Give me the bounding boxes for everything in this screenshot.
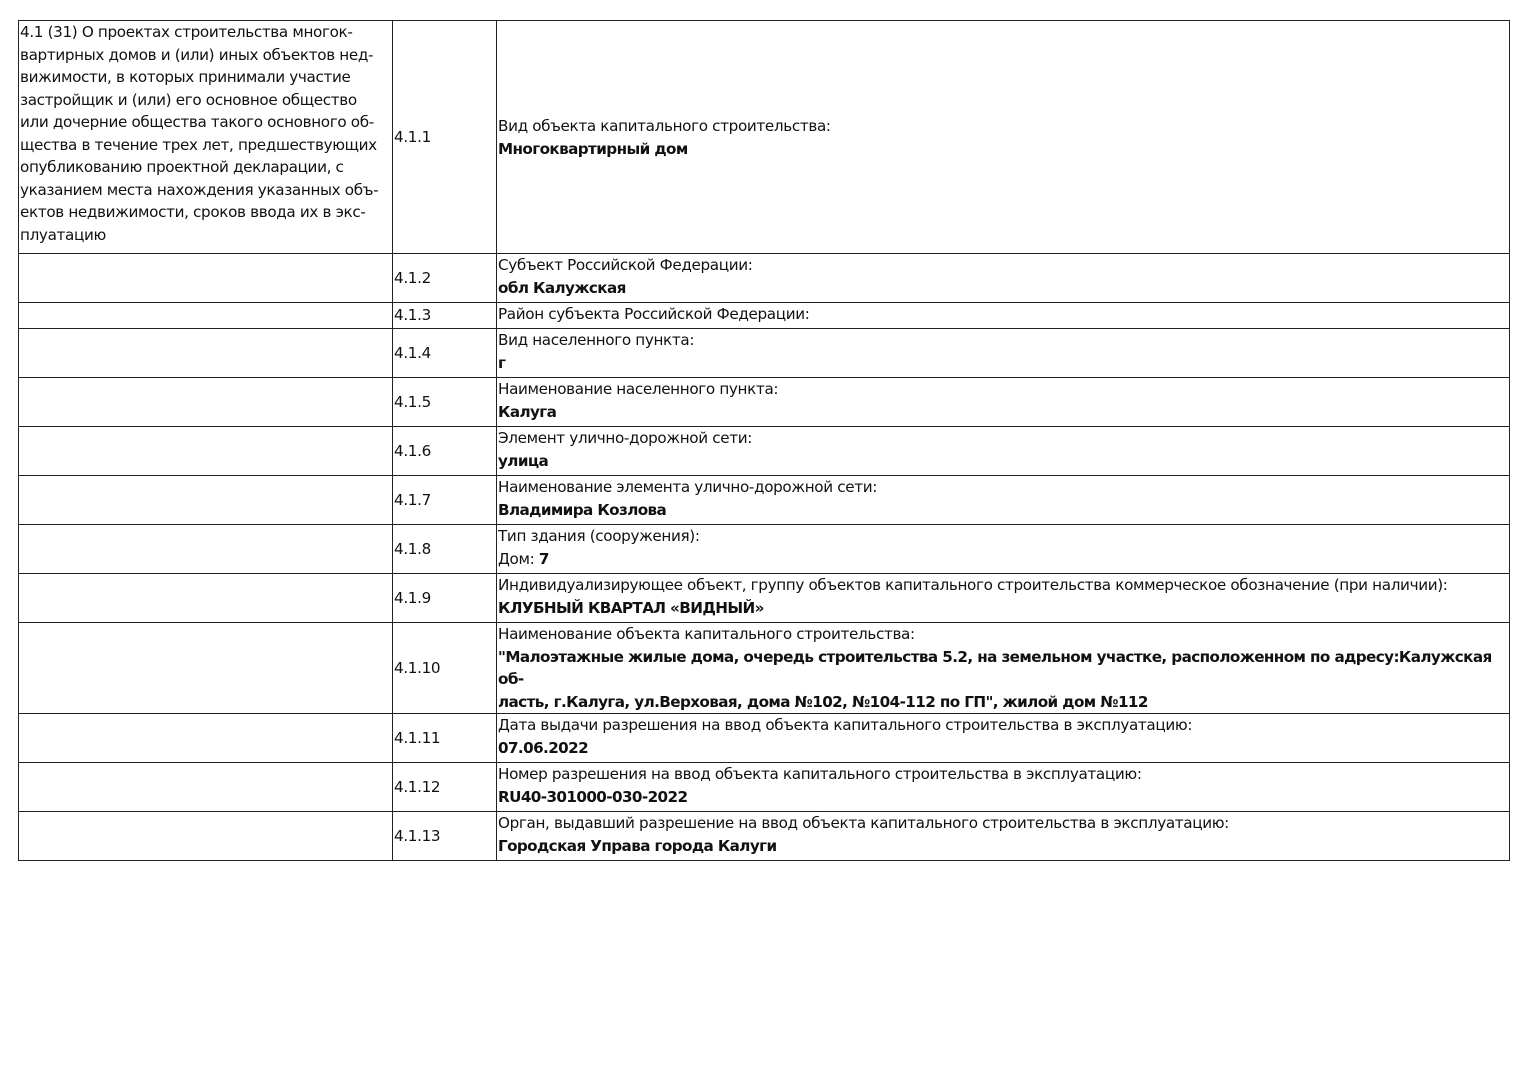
field-label: Дата выдачи разрешения на ввод объекта капитального строительства в эксплуатацию: — [498, 716, 1193, 734]
field-label: Орган, выдавший разрешение на ввод объекта капитального строительства в эксплуатацию: — [498, 814, 1229, 832]
field-label: Субъект Российской Федерации: — [498, 256, 753, 274]
table-row — [19, 574, 1510, 623]
row-code: 4.1.6 — [393, 427, 497, 476]
empty-cell — [19, 254, 393, 303]
row-code: 4.1.13 — [393, 812, 497, 861]
row-code: 4.1.10 — [393, 623, 497, 714]
field-label: Район субъекта Российской Федерации: — [498, 305, 810, 323]
field-value: RU40-301000-030-2022 — [498, 787, 688, 806]
row-content — [497, 812, 1510, 861]
row-content — [497, 21, 1510, 254]
table-row — [19, 714, 1510, 763]
table-row — [19, 427, 1510, 476]
row-code: 4.1.3 — [393, 303, 497, 329]
field-value: улица — [498, 451, 549, 470]
empty-cell — [19, 812, 393, 861]
empty-cell — [19, 623, 393, 714]
field-value: Городская Управа города Калуги — [498, 836, 777, 855]
field-label: Наименование населенного пункта: — [498, 380, 779, 398]
row-content — [497, 574, 1510, 623]
table-row — [19, 623, 1510, 714]
table-row — [19, 763, 1510, 812]
declaration-page — [18, 20, 1510, 861]
field-value: Многоквартирный дом — [498, 139, 688, 158]
row-code: 4.1.7 — [393, 476, 497, 525]
row-code: 4.1.2 — [393, 254, 497, 303]
table-row — [19, 378, 1510, 427]
field-value: КЛУБНЫЙ КВАРТАЛ «ВИДНЫЙ» — [498, 598, 764, 617]
row-content — [497, 714, 1510, 763]
row-code: 4.1.11 — [393, 714, 497, 763]
empty-cell — [19, 303, 393, 329]
row-code: 4.1.8 — [393, 525, 497, 574]
field-value: Калуга — [498, 402, 557, 421]
row-code: 4.1.1 — [393, 21, 497, 254]
field-label: Наименование элемента улично-дорожной сети: — [498, 478, 877, 496]
table-row — [19, 21, 1510, 254]
field-label: Элемент улично-дорожной сети: — [498, 429, 753, 447]
row-content — [497, 427, 1510, 476]
row-code: 4.1.9 — [393, 574, 497, 623]
row-code: 4.1.4 — [393, 329, 497, 378]
empty-cell — [19, 329, 393, 378]
empty-cell — [19, 427, 393, 476]
table-row — [19, 329, 1510, 378]
field-value: г — [498, 353, 506, 372]
row-content — [497, 623, 1510, 714]
empty-cell — [19, 714, 393, 763]
field-label: Наименование объекта капитального строительства: — [498, 625, 915, 643]
field-value: 7 — [538, 549, 550, 568]
empty-cell — [19, 574, 393, 623]
table-row — [19, 525, 1510, 574]
field-label: Индивидуализирующее объект, группу объектов капитального строительства коммерческое обозначение (при наличии): — [498, 576, 1448, 594]
row-content — [497, 303, 1510, 329]
field-value: Владимира Козлова — [498, 500, 667, 519]
field-value-line: ласть, г.Калуга, ул.Верховая, дома №102, №104-112 по ГП", жилой дом №112 — [498, 692, 1148, 711]
empty-cell — [19, 525, 393, 574]
field-value-prefix: Дом: — [498, 549, 539, 568]
row-code: 4.1.12 — [393, 763, 497, 812]
table-row — [19, 254, 1510, 303]
project-info-table — [18, 20, 1510, 861]
table-row — [19, 303, 1510, 329]
row-content — [497, 525, 1510, 574]
field-label: Номер разрешения на ввод объекта капитального строительства в эксплуатацию: — [498, 765, 1142, 783]
row-content — [497, 254, 1510, 303]
field-value-line: "Малоэтажные жилые дома, очередь строительства 5.2, на земельном участке, расположенном по адресу:Калужская об- — [498, 647, 1492, 688]
field-label: Вид объекта капитального строительства: — [498, 117, 831, 135]
empty-cell — [19, 378, 393, 427]
empty-cell — [19, 763, 393, 812]
row-content — [497, 763, 1510, 812]
field-value: обл Калужская — [498, 278, 626, 297]
row-content — [497, 476, 1510, 525]
table-row — [19, 476, 1510, 525]
field-label: Тип здания (сооружения): — [498, 527, 700, 545]
row-code: 4.1.5 — [393, 378, 497, 427]
row-content — [497, 378, 1510, 427]
empty-cell — [19, 476, 393, 525]
section-title: 4.1 (31) О проектах строительства многок- вартирных домов и (или) иных объектов нед- вижимости, в которых принимали участие застройщик и (или) его основное общество или дочерние общества такого основного об- щества в течение трех лет, предшествующих опубликованию проектной декларации, с указанием места нахождения указанных объ- ектов недвижимости, сроков ввода их в экс- плуатацию — [19, 21, 393, 254]
table-row — [19, 812, 1510, 861]
field-value: 07.06.2022 — [498, 738, 589, 757]
row-content — [497, 329, 1510, 378]
field-label: Вид населенного пункта: — [498, 331, 695, 349]
